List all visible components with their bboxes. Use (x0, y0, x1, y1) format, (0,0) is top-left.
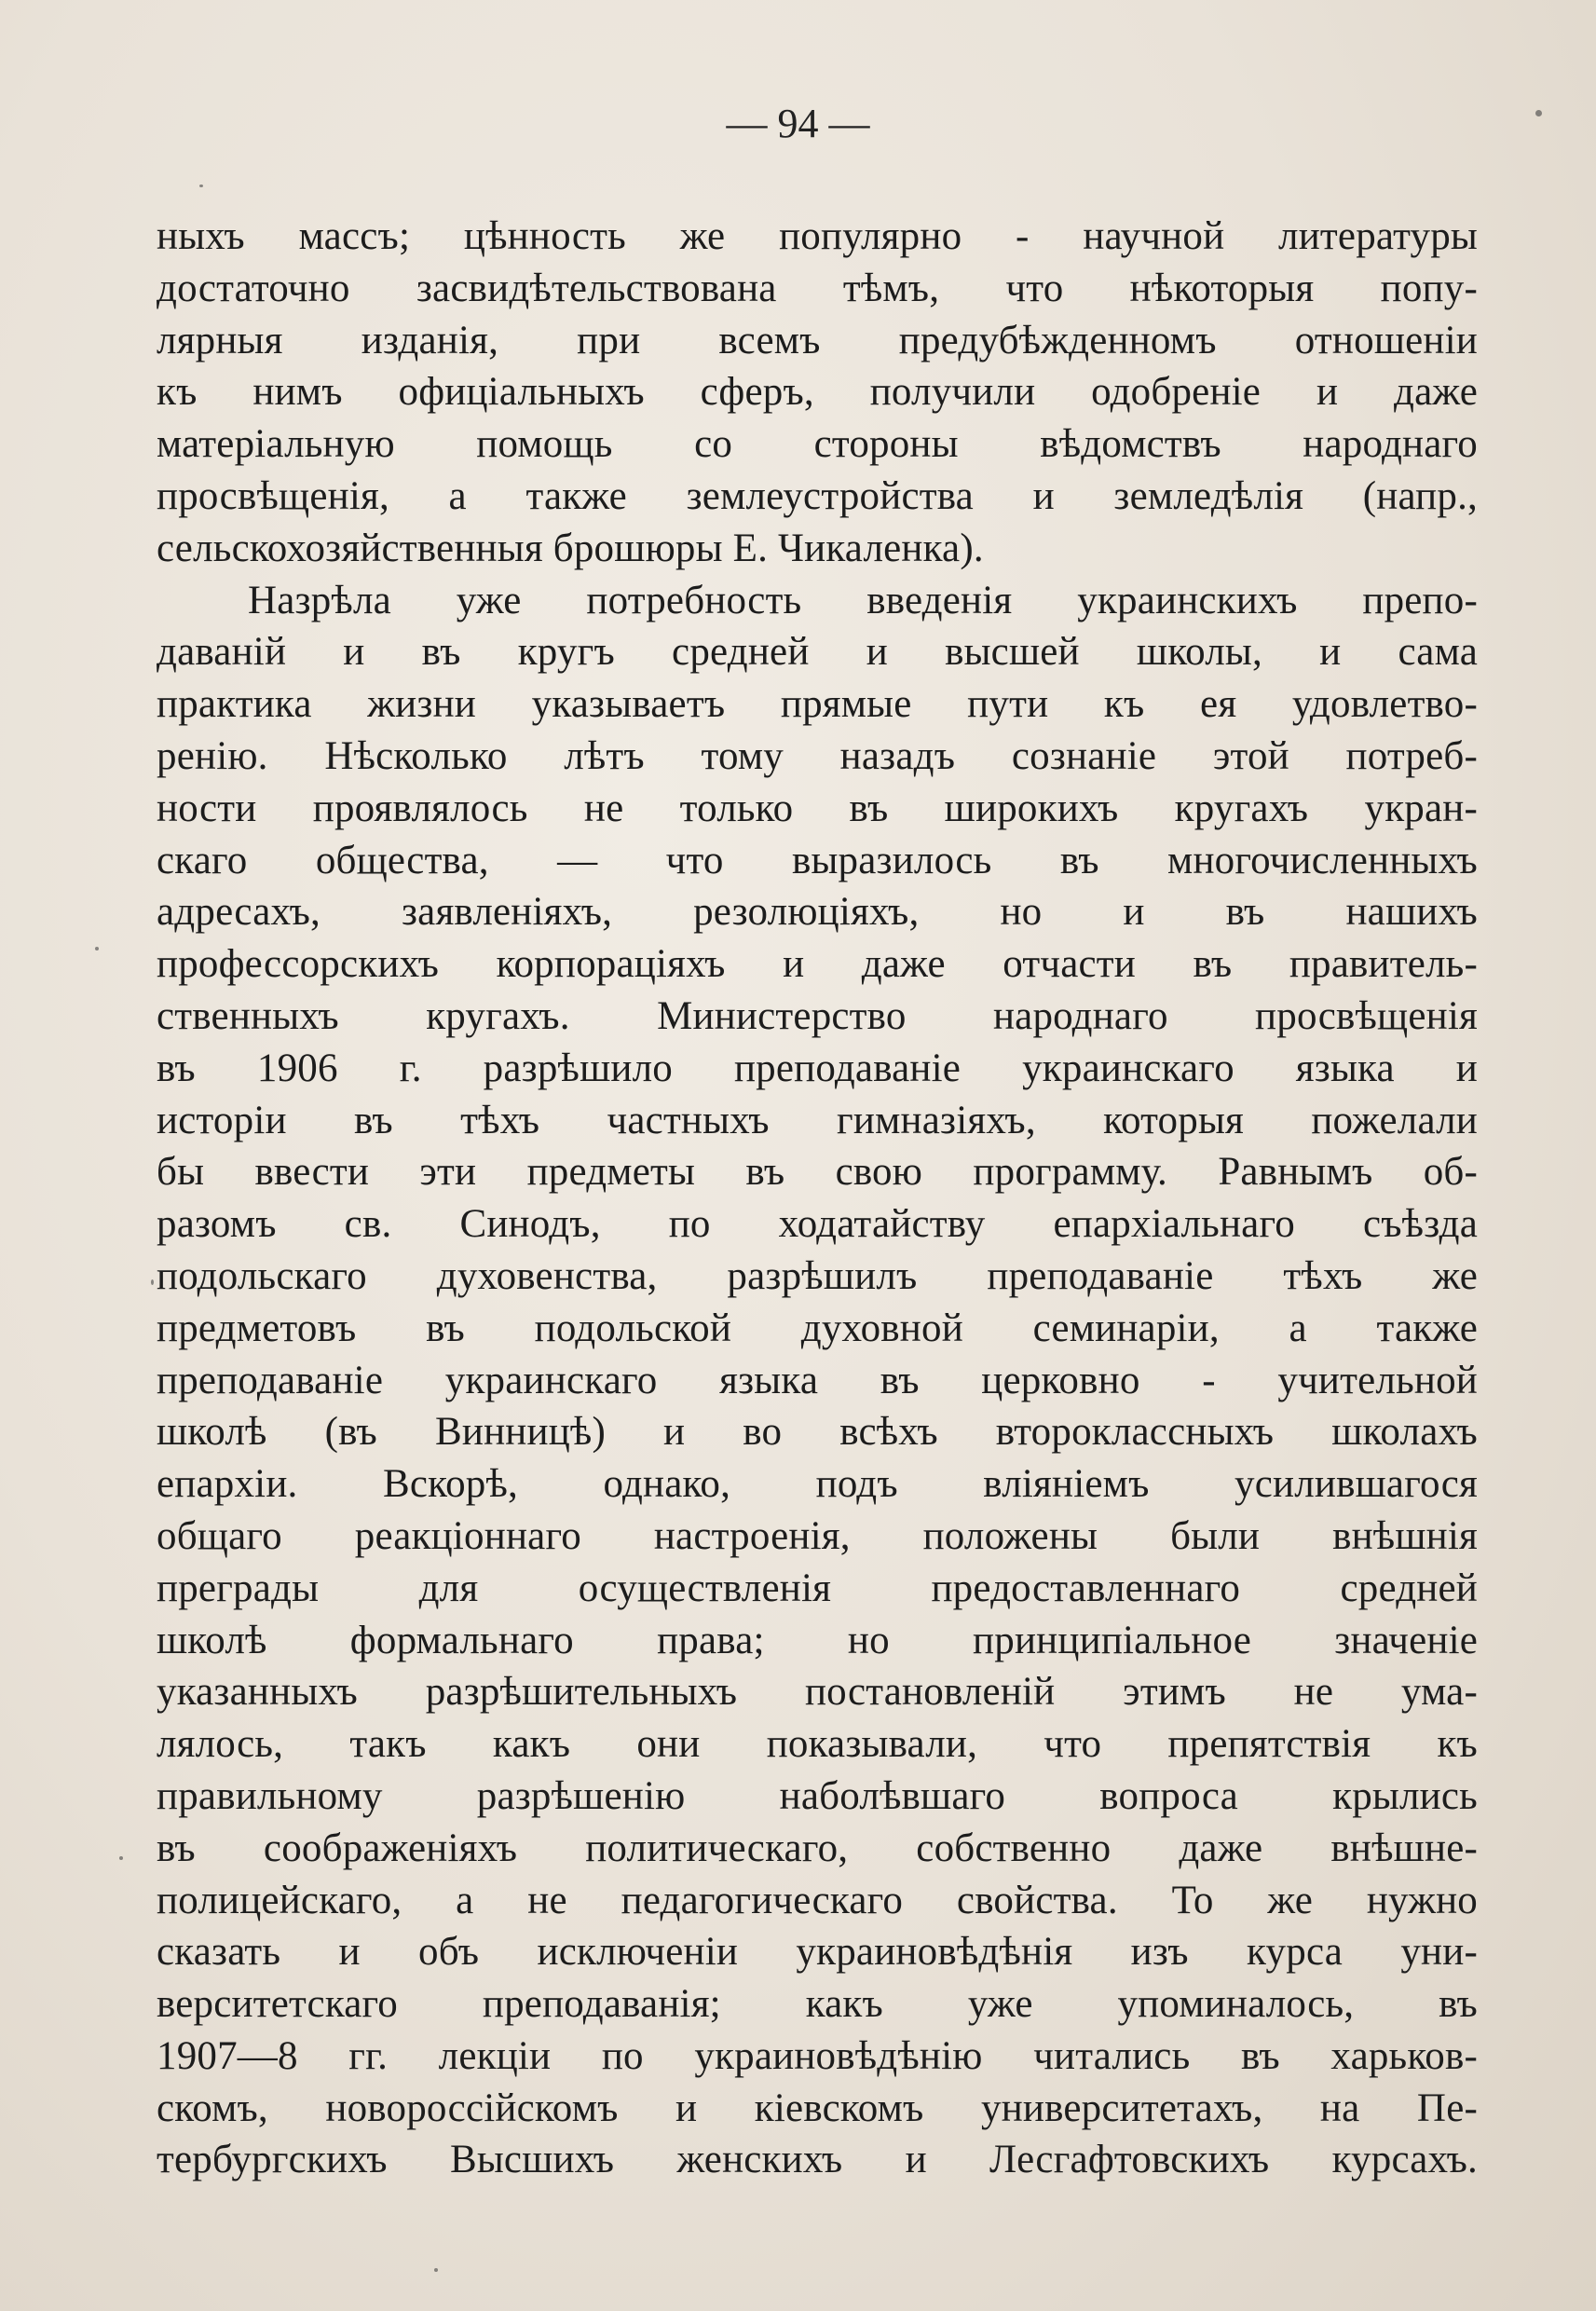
text-line: адресахъ, заявленіяхъ, резолюціяхъ, но и въ нашихъ (157, 890, 1478, 935)
text-line: предметовъ въ подольской духовной семинаріи, а также (157, 1306, 1478, 1350)
paper-speck (199, 185, 203, 187)
paper-speck (119, 1856, 123, 1860)
text-line: ренію. Нѣсколько лѣтъ тому назадъ сознаніе этой потреб- (157, 733, 1478, 778)
text-line: полицейскаго, а не педагогическаго свойства. То же нужно (157, 1878, 1478, 1922)
text-line: сказать и объ исключеніи украиновѣдѣнія изъ курса уни- (157, 1930, 1478, 1975)
paper-speck (151, 1279, 154, 1285)
text-line: лярныя изданія, при всемъ предубѣжденномъ отношеніи (157, 318, 1478, 362)
text-line: лялось, такъ какъ они показывали, что препятствія къ (157, 1722, 1478, 1767)
text-line: въ 1906 г. разрѣшило преподаваніе украинскаго языка и (157, 1046, 1478, 1090)
text-line: ныхъ массъ; цѣнность же популярно - научной литературы (157, 214, 1478, 258)
text-line: исторіи въ тѣхъ частныхъ гимназіяхъ, которыя пожелали (157, 1098, 1478, 1142)
page-number: — 94 — (726, 101, 870, 146)
text-line: тербургскихъ Высшихъ женскихъ и Лесгафтовскихъ курсахъ. (157, 2138, 1478, 2182)
body-text (157, 211, 1478, 2186)
text-line: правильному разрѣшенію наболѣвшаго вопроса крылись (157, 1773, 1478, 1818)
text-line: матеріальную помощь со стороны вѣдомствъ народнаго (157, 422, 1478, 467)
text-line: бы ввести эти предметы въ свою программу. Равнымъ об- (157, 1150, 1478, 1195)
paragraph-2 (157, 575, 1478, 2187)
text-line: общаго реакціоннаго настроенія, положены были внѣшнія (157, 1513, 1478, 1558)
text-line: просвѣщенія, а также землеустройства и земледѣлія (напр., (157, 473, 1478, 518)
text-line: 1907—8 гг. лекціи по украиновѣдѣнію читались въ харьков- (157, 2033, 1478, 2078)
text-line: достаточно засвидѣтельствована тѣмъ, что нѣкоторыя попу- (157, 266, 1478, 310)
text-line: преподаваніе украинскаго языка въ церковно - учительной (157, 1358, 1478, 1402)
text-line: преграды для осуществленія предоставленнаго средней (157, 1566, 1478, 1610)
text-line: ственныхъ кругахъ. Министерство народнаго просвѣщенія (157, 993, 1478, 1038)
text-line: Назрѣла уже потребность введенія украинскихъ препо- (248, 578, 1478, 622)
text-line: практика жизни указываетъ прямые пути къ ея удовлетво- (157, 682, 1478, 727)
text-line: даваній и въ кругъ средней и высшей школы, и сама (157, 630, 1478, 675)
text-line: указанныхъ разрѣшительныхъ постановленій этимъ не ума- (157, 1670, 1478, 1715)
text-line: въ соображеніяхъ политическаго, собственно даже внѣшне- (157, 1826, 1478, 1870)
text-line: скомъ, новороссійскомъ и кіевскомъ университетахъ, на Пе- (157, 2085, 1478, 2130)
text-line: подольскаго духовенства, разрѣшилъ преподаваніе тѣхъ же (157, 1253, 1478, 1298)
paper-speck (1535, 110, 1542, 116)
text-line: верситетскаго преподаванія; какъ уже упоминалось, въ (157, 1982, 1478, 2027)
text-line: школѣ формальнаго права; но принципіальное значеніе (157, 1618, 1478, 1662)
text-line: разомъ св. Синодъ, по ходатайству епархіальнаго съѣзда (157, 1202, 1478, 1247)
paragraph-1 (157, 211, 1478, 575)
text-line: ности проявлялось не только въ широкихъ кругахъ укран- (157, 786, 1478, 830)
text-line: къ нимъ офиціальныхъ сферъ, получили одобреніе и даже (157, 370, 1478, 415)
text-line: профессорскихъ корпораціяхъ и даже отчасти въ правитель- (157, 942, 1478, 987)
text-line: сельскохозяйственныя брошюры Е. Чикаленка). (157, 526, 984, 570)
text-line: скаго общества, — что выразилось въ многочисленныхъ (157, 838, 1478, 882)
text-line: школѣ (въ Винницѣ) и во всѣхъ второклассныхъ школахъ (157, 1410, 1478, 1455)
paper-speck (95, 947, 99, 950)
paper-speck (434, 2268, 438, 2272)
text-line: епархіи. Вскорѣ, однако, подъ вліяніемъ усилившагося (157, 1462, 1478, 1507)
